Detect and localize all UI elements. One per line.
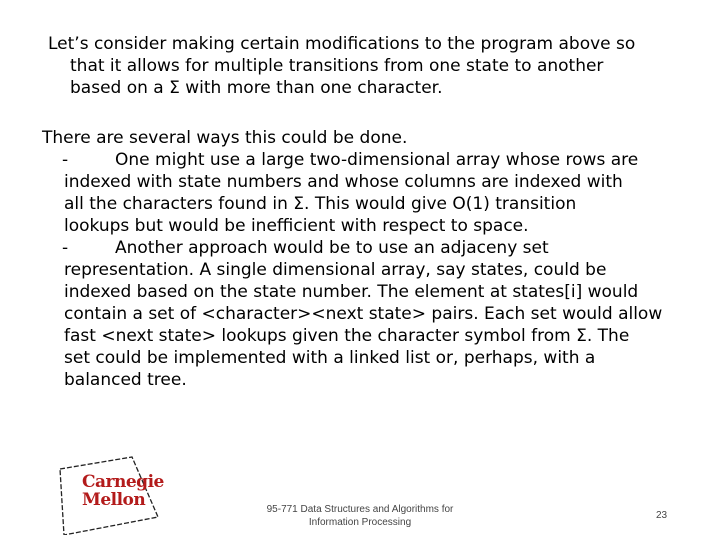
text-line: One might use a large two-dimensional array whose rows are (115, 150, 639, 170)
carnegie-mellon-logo (50, 455, 162, 535)
text-line: There are several ways this could be done. (42, 128, 408, 148)
footer-course-title (250, 503, 470, 529)
footer-line: 95-771 Data Structures and Algorithms for (266, 504, 454, 515)
text-line: fast <next state> lookups given the character symbol from Σ. The (64, 326, 630, 346)
bullet-item-second (42, 237, 662, 259)
text-line: representation. A single dimensional array, say states, could be (64, 260, 607, 280)
approaches-paragraph (42, 127, 662, 391)
page-number: 23 (656, 510, 668, 521)
text-line: balanced tree. (64, 370, 187, 390)
text-line: all the characters found in Σ. This would give O(1) transition (64, 194, 577, 214)
logo-word-mellon: Mellon (82, 490, 146, 510)
text-line: Another approach would be to use an adjaceny set (115, 238, 549, 258)
text-line: contain a set of <character><next state> pairs. Each set would allow (64, 304, 663, 324)
footer-line: Information Processing (308, 517, 412, 528)
text-line: based on a Σ with more than one character. (70, 78, 443, 98)
bullet-dash: - (62, 150, 69, 170)
intro-paragraph (48, 33, 635, 99)
logo-word-carnegie: Carnegie (82, 472, 164, 492)
text-line: Let’s consider making certain modifications to the program above so (48, 34, 636, 54)
bullet-dash: - (62, 238, 69, 258)
text-line: lookups but would be inefficient with respect to space. (64, 216, 529, 236)
text-line: set could be implemented with a linked list or, perhaps, with a (64, 348, 596, 368)
bullet-item-first (42, 149, 662, 171)
text-line: indexed based on the state number. The element at states[i] would (64, 282, 639, 302)
text-line: that it allows for multiple transitions from one state to another (70, 56, 604, 76)
text-line: indexed with state numbers and whose columns are indexed with (64, 172, 623, 192)
